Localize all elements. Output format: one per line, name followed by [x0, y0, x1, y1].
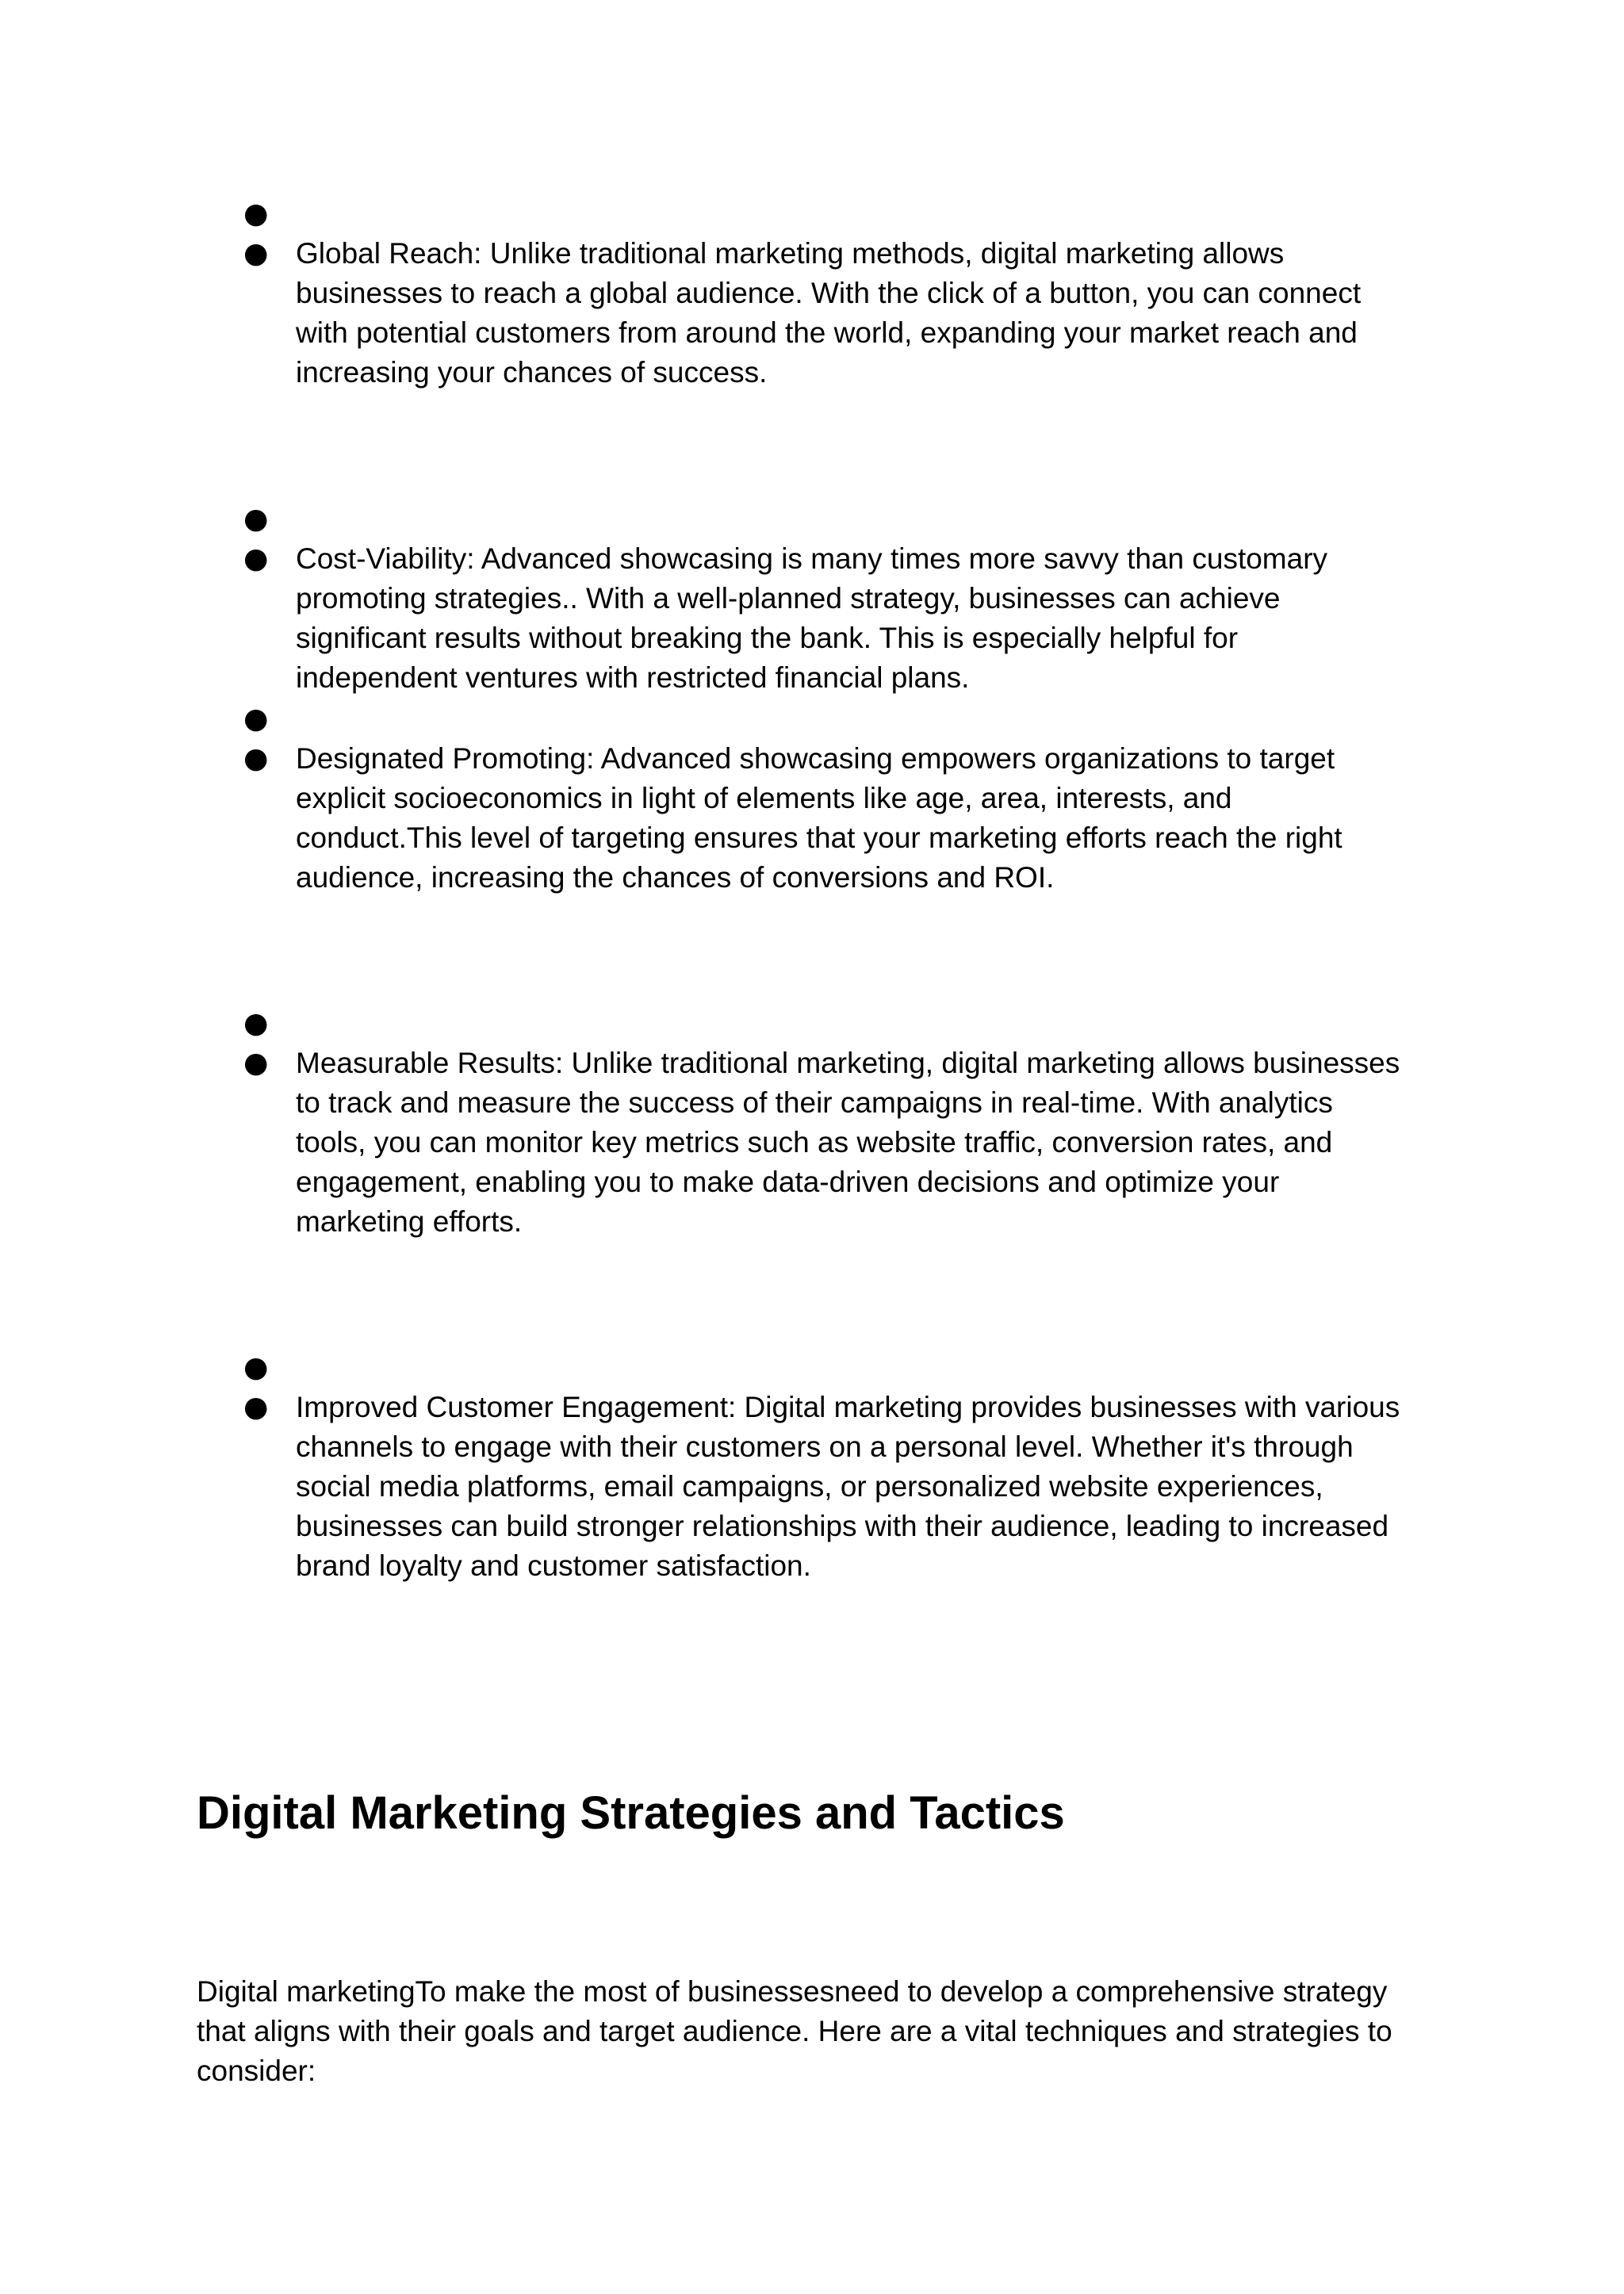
bullet-icon: ●	[243, 703, 269, 735]
section-heading: Digital Marketing Strategies and Tactics	[197, 1787, 1065, 1839]
list-item-text: Measurable Results: Unlike traditional marketing, digital marketing allows businesses to track and measure the success of their campaigns in real-time. With analytics tools, you can monitor key metrics such as website traffic, conversion rates, and engagement, enabling you to make data-driven decisions and optimize your marketing efforts.	[296, 1047, 1400, 1238]
bullet-icon: ●	[243, 1351, 269, 1384]
bullet-icon: ●	[243, 1391, 269, 1423]
list-item-text: Designated Promoting: Advanced showcasing empowers organizations to target explicit socioeconomics in light of elements like age, area, interests, and conduct.This level of targeting ensures that your marketing efforts reach the right audience, increasing the chances of conversions and ROI.	[296, 742, 1342, 894]
bullet-icon: ●	[243, 1007, 269, 1040]
bullet-icon: ●	[243, 542, 269, 575]
bullet-icon: ●	[243, 742, 269, 775]
list-item-text: Cost-Viability: Advanced showcasing is many times more savvy than customary promoting strategies.. With a well-planned strategy, businesses can achieve significant results without breaking the bank. This is especially helpful for independent ventures with restricted financial plans.	[296, 542, 1328, 694]
list-item-text: Global Reach: Unlike traditional marketing methods, digital marketing allows businesses to reach a global audience. With the click of a button, you can connect with potential customers from around the world, expanding your market reach and increasing your chances of success.	[296, 237, 1362, 389]
bullet-icon: ●	[243, 1047, 269, 1079]
body-paragraph: Digital marketingTo make the most of businessesneed to develop a comprehensive strategy that aligns with their goals and target audience. Here are a vital techniques and strategies to consider:	[197, 1975, 1392, 2087]
bullet-icon: ●	[243, 237, 269, 270]
bullet-icon: ●	[243, 197, 269, 230]
list-item-text: Improved Customer Engagement: Digital marketing provides businesses with various channels to engage with their customers on a personal level. Whether it's through social media platforms, email campaigns, or personalized website experiences, businesses can build stronger relationships with their audience, leading to increased brand loyalty and customer satisfaction.	[296, 1391, 1400, 1582]
bullet-icon: ●	[243, 503, 269, 535]
